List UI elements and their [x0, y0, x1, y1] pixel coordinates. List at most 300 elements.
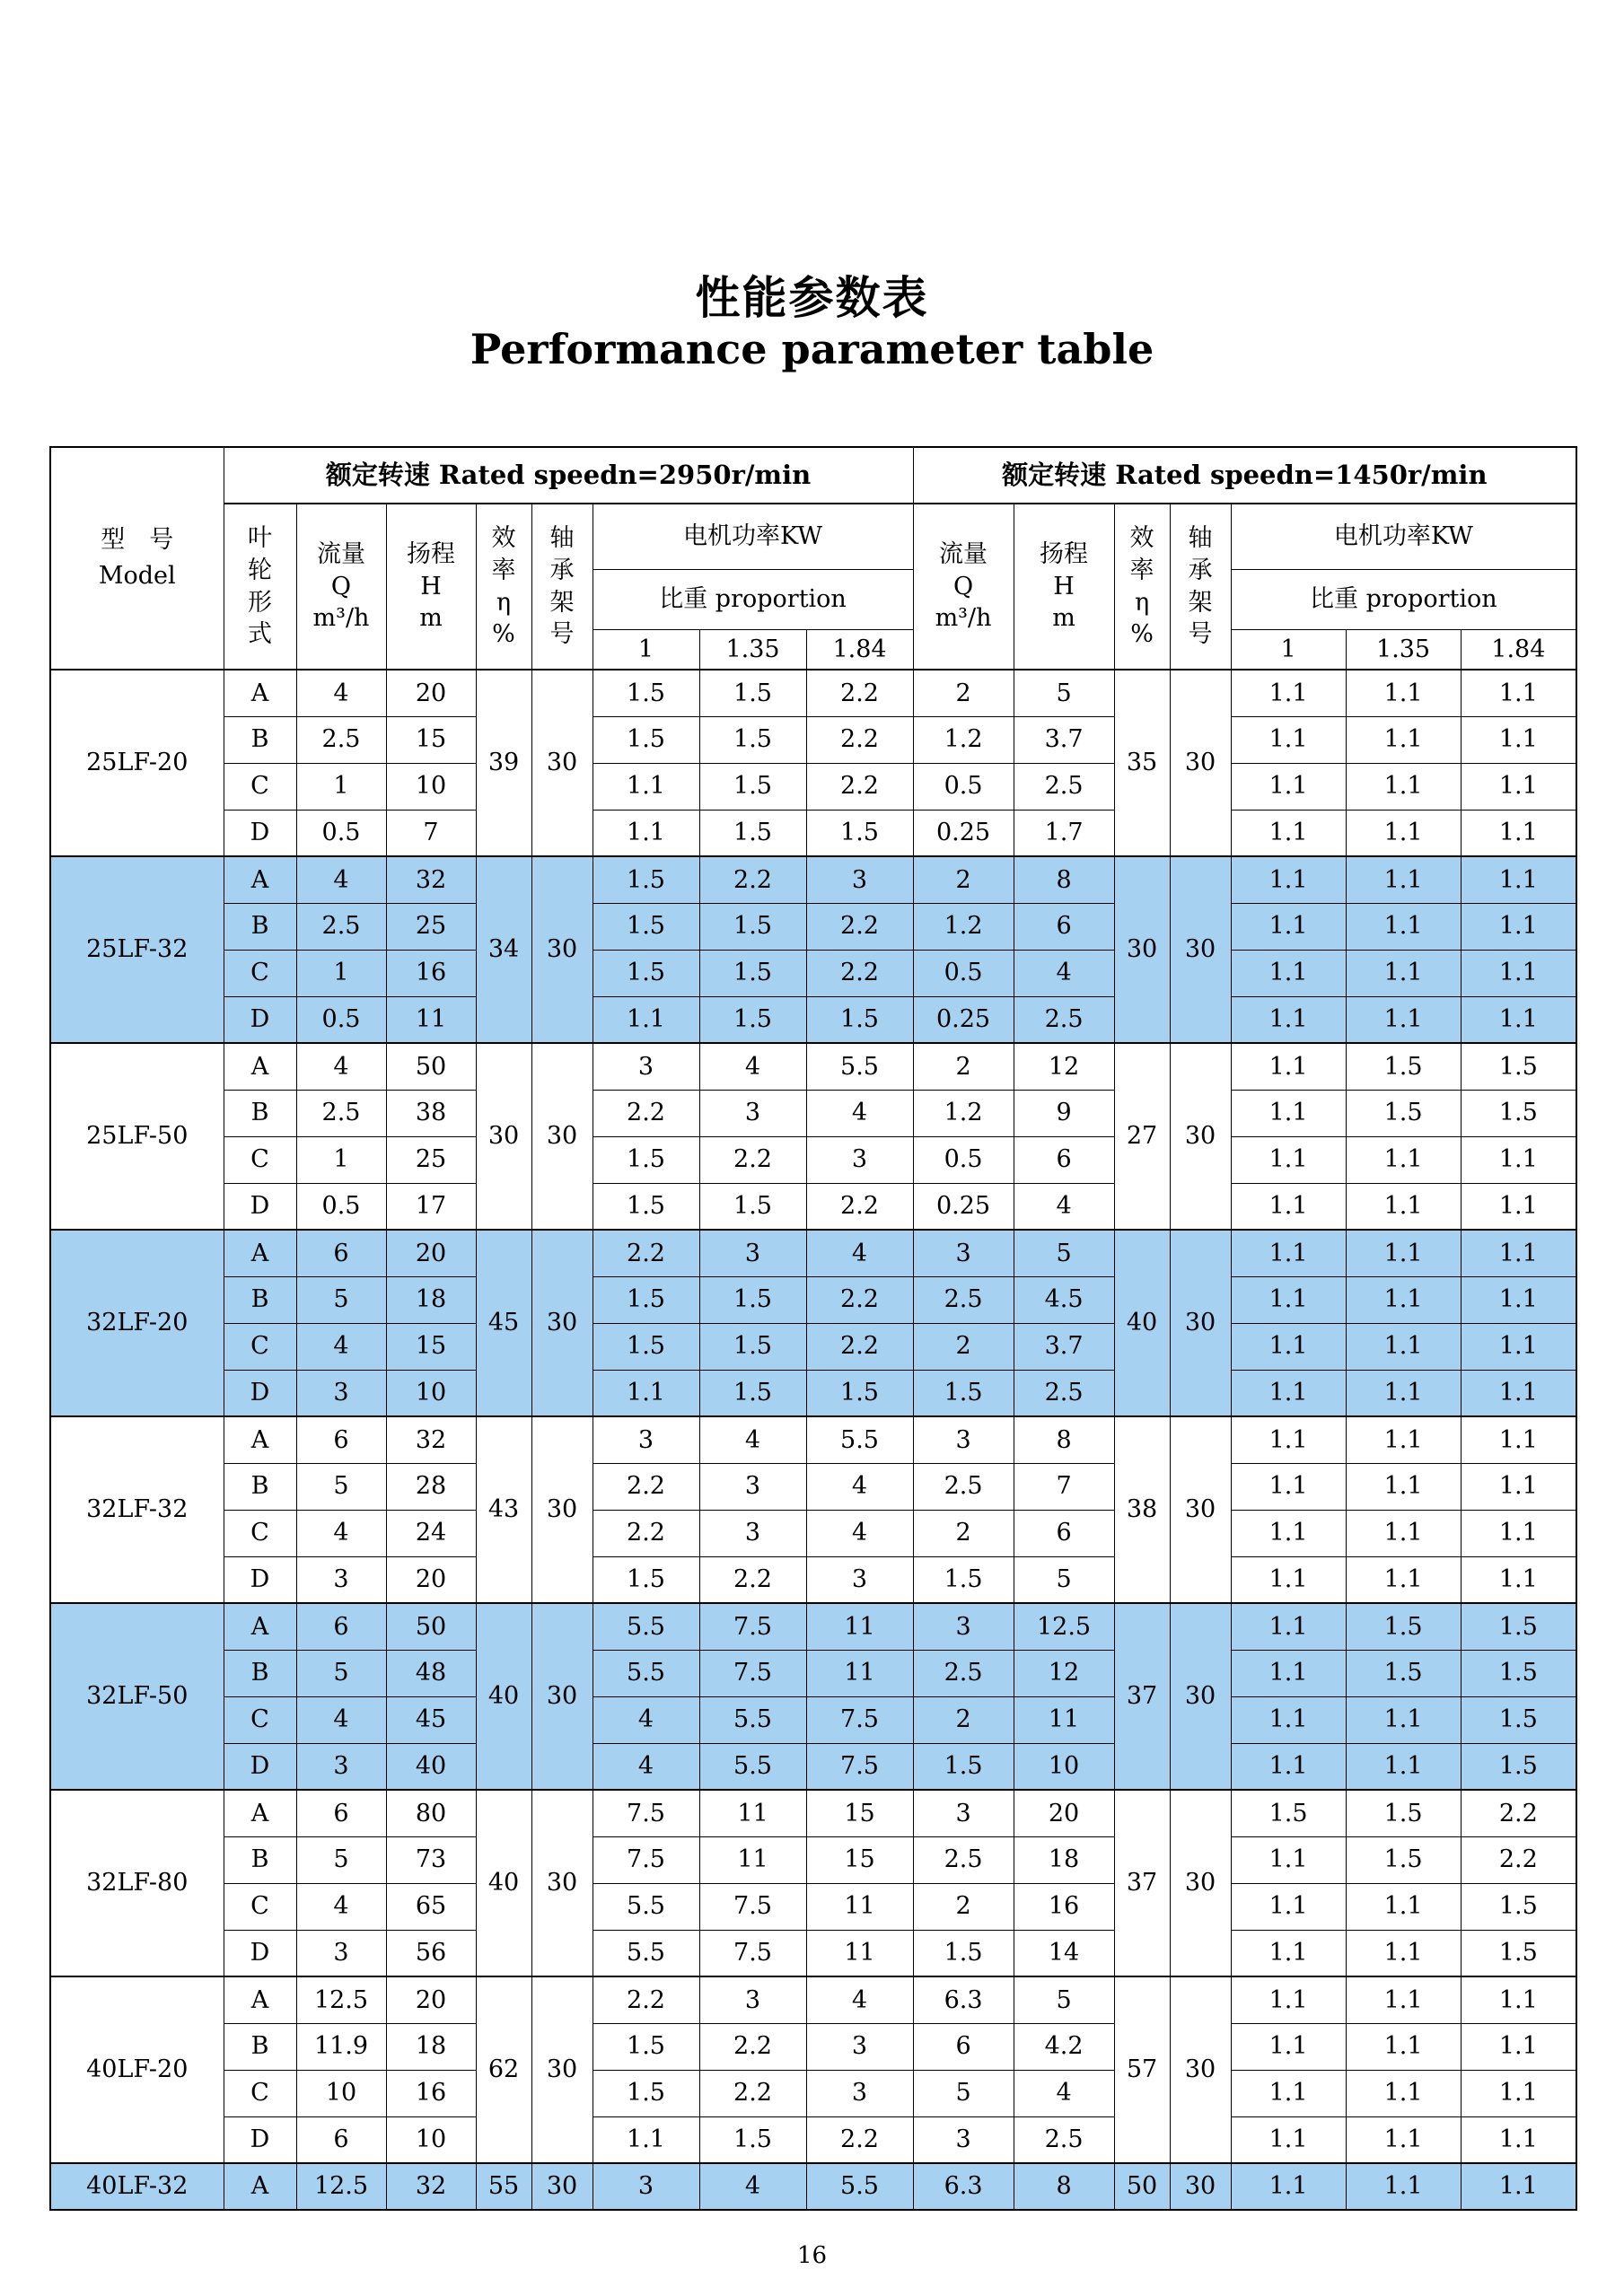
head-1450-cell: 4.5	[1014, 1276, 1114, 1323]
power-2950-cell-184: 2.2	[806, 763, 913, 810]
power-2950-cell-184: 2.2	[806, 1323, 913, 1370]
table-row	[50, 2163, 1576, 2210]
power-2950-cell-184: 11	[806, 1883, 913, 1930]
power-2950-cell-184: 5.5	[806, 2163, 913, 2210]
efficiency-2950-cell: 34	[476, 856, 531, 1043]
table-row	[50, 1136, 1576, 1183]
power-2950-cell-135: 11	[699, 1836, 806, 1883]
head-2950-cell: 20	[386, 1556, 476, 1603]
flow-2950-cell: 6	[296, 2116, 386, 2163]
power-2950-cell-184: 7.5	[806, 1743, 913, 1790]
power-2950-cell-184: 5.5	[806, 1416, 913, 1463]
flow-1450-cell: 2	[913, 1323, 1014, 1370]
header-motor-power-1450: 电机功率KW	[1231, 504, 1576, 569]
flow-1450-cell: 0.25	[913, 1183, 1014, 1230]
head-2950-cell: 80	[386, 1790, 476, 1836]
head-1450-cell: 20	[1014, 1790, 1114, 1836]
power-2950-cell-135: 4	[699, 1043, 806, 1090]
head-2950-cell: 50	[386, 1043, 476, 1090]
power-1450-cell-1: 1.1	[1231, 1556, 1346, 1603]
power-2950-cell-135: 5.5	[699, 1696, 806, 1743]
power-2950-cell-135: 7.5	[699, 1883, 806, 1930]
power-2950-cell-184: 3	[806, 856, 913, 903]
head-1450-cell: 14	[1014, 1930, 1114, 1976]
power-2950-cell-184: 2.2	[806, 1183, 913, 1230]
head-1450-cell: 12.5	[1014, 1603, 1114, 1650]
power-2950-cell-1: 5.5	[593, 1930, 699, 1976]
power-1450-cell-184: 1.1	[1461, 670, 1576, 716]
power-1450-cell-184: 1.1	[1461, 810, 1576, 856]
power-1450-cell-1: 1.1	[1231, 716, 1346, 763]
power-2950-cell-135: 1.5	[699, 763, 806, 810]
head-1450-cell: 6	[1014, 903, 1114, 950]
head-2950-cell: 10	[386, 1370, 476, 1416]
power-2950-cell-135: 1.5	[699, 716, 806, 763]
flow-1450-cell: 1.2	[913, 1090, 1014, 1136]
power-1450-cell-135: 1.1	[1346, 1696, 1461, 1743]
flow-2950-cell: 6	[296, 1790, 386, 1836]
power-1450-cell-184: 1.1	[1461, 950, 1576, 996]
model-cell: 32LF-50	[50, 1603, 224, 1790]
power-1450-cell-135: 1.1	[1346, 1976, 1461, 2023]
power-2950-cell-1: 1.1	[593, 810, 699, 856]
power-2950-cell-1: 2.2	[593, 1510, 699, 1556]
power-1450-cell-184: 1.5	[1461, 1930, 1576, 1976]
power-1450-cell-184: 1.1	[1461, 2116, 1576, 2163]
table-subheader-row-1	[50, 504, 1576, 569]
flow-2950-cell: 3	[296, 1556, 386, 1603]
power-2950-cell-1: 1.5	[593, 1323, 699, 1370]
power-2950-cell-1: 7.5	[593, 1790, 699, 1836]
impeller-cell: A	[224, 1230, 296, 1276]
bearing-1450-cell: 30	[1170, 670, 1231, 856]
efficiency-1450-cell: 27	[1114, 1043, 1170, 1230]
power-1450-cell-135: 1.1	[1346, 763, 1461, 810]
head-1450-cell: 5	[1014, 1230, 1114, 1276]
head-2950-cell: 20	[386, 670, 476, 716]
head-2950-cell: 45	[386, 1696, 476, 1743]
flow-2950-cell: 4	[296, 1323, 386, 1370]
impeller-cell: B	[224, 1463, 296, 1510]
power-1450-cell-135: 1.1	[1346, 2070, 1461, 2116]
head-1450-cell: 8	[1014, 1416, 1114, 1463]
header-flow-1450: 流量 Q m³/h	[913, 504, 1014, 670]
flow-1450-cell: 3	[913, 2116, 1014, 2163]
power-2950-cell-1: 1.5	[593, 1556, 699, 1603]
power-2950-cell-1: 1.5	[593, 2070, 699, 2116]
flow-2950-cell: 4	[296, 1510, 386, 1556]
performance-parameter-table	[49, 446, 1577, 2211]
power-2950-cell-1: 1.5	[593, 716, 699, 763]
power-1450-cell-184: 1.1	[1461, 2163, 1576, 2210]
power-2950-cell-184: 4	[806, 1463, 913, 1510]
head-2950-cell: 20	[386, 1230, 476, 1276]
head-1450-cell: 3.7	[1014, 1323, 1114, 1370]
head-1450-cell: 8	[1014, 856, 1114, 903]
flow-1450-cell: 0.5	[913, 1136, 1014, 1183]
power-2950-cell-135: 7.5	[699, 1650, 806, 1696]
header-proportion-184-2950: 1.84	[806, 629, 913, 670]
power-1450-cell-1: 1.1	[1231, 1883, 1346, 1930]
power-2950-cell-1: 1.1	[593, 2116, 699, 2163]
flow-2950-cell: 10	[296, 2070, 386, 2116]
bearing-1450-cell: 30	[1170, 1043, 1231, 1230]
head-1450-cell: 11	[1014, 1696, 1114, 1743]
head-2950-cell: 25	[386, 903, 476, 950]
power-1450-cell-1: 1.1	[1231, 1276, 1346, 1323]
power-1450-cell-184: 1.1	[1461, 1463, 1576, 1510]
head-1450-cell: 5	[1014, 1556, 1114, 1603]
power-1450-cell-1: 1.1	[1231, 1650, 1346, 1696]
power-1450-cell-184: 1.5	[1461, 1696, 1576, 1743]
power-1450-cell-1: 1.1	[1231, 1370, 1346, 1416]
power-2950-cell-135: 1.5	[699, 670, 806, 716]
impeller-cell: B	[224, 1650, 296, 1696]
header-group-1450: 额定转速 Rated speedn=1450r/min	[913, 447, 1576, 504]
table-banner-row	[50, 447, 1576, 504]
head-1450-cell: 5	[1014, 1976, 1114, 2023]
power-2950-cell-184: 1.5	[806, 996, 913, 1043]
table-row	[50, 1650, 1576, 1696]
flow-2950-cell: 3	[296, 1370, 386, 1416]
flow-1450-cell: 1.5	[913, 1556, 1014, 1603]
power-1450-cell-184: 2.2	[1461, 1790, 1576, 1836]
power-1450-cell-1: 1.1	[1231, 670, 1346, 716]
power-2950-cell-184: 7.5	[806, 1696, 913, 1743]
power-1450-cell-1: 1.1	[1231, 1463, 1346, 1510]
flow-2950-cell: 0.5	[296, 810, 386, 856]
flow-1450-cell: 0.25	[913, 810, 1014, 856]
power-1450-cell-1: 1.1	[1231, 1510, 1346, 1556]
header-bearing-frame-1450: 轴 承 架 号	[1170, 504, 1231, 670]
head-1450-cell: 4	[1014, 950, 1114, 996]
efficiency-2950-cell: 62	[476, 1976, 531, 2163]
model-cell: 25LF-32	[50, 856, 224, 1043]
header-head-2950: 扬程 H m	[386, 504, 476, 670]
header-proportion-1450: 比重 proportion	[1231, 569, 1576, 629]
efficiency-2950-cell: 55	[476, 2163, 531, 2210]
power-1450-cell-135: 1.1	[1346, 950, 1461, 996]
power-1450-cell-184: 1.5	[1461, 1090, 1576, 1136]
power-1450-cell-184: 1.1	[1461, 1976, 1576, 2023]
power-1450-cell-184: 1.5	[1461, 1650, 1576, 1696]
header-model	[50, 447, 224, 670]
flow-2950-cell: 1	[296, 763, 386, 810]
header-model-en: Model	[98, 562, 176, 590]
flow-1450-cell: 2.5	[913, 1463, 1014, 1510]
flow-1450-cell: 1.5	[913, 1930, 1014, 1976]
flow-2950-cell: 0.5	[296, 1183, 386, 1230]
impeller-cell: B	[224, 716, 296, 763]
efficiency-1450-cell: 30	[1114, 856, 1170, 1043]
power-1450-cell-1: 1.1	[1231, 1836, 1346, 1883]
flow-2950-cell: 1	[296, 950, 386, 996]
bearing-2950-cell: 30	[531, 856, 593, 1043]
flow-2950-cell: 2.5	[296, 903, 386, 950]
power-2950-cell-135: 1.5	[699, 1370, 806, 1416]
head-2950-cell: 7	[386, 810, 476, 856]
power-2950-cell-184: 15	[806, 1836, 913, 1883]
page-title-en: Performance parameter table	[470, 325, 1154, 373]
header-group-2950: 额定转速 Rated speedn=2950r/min	[224, 447, 913, 504]
power-1450-cell-1: 1.1	[1231, 2023, 1346, 2070]
power-2950-cell-184: 2.2	[806, 716, 913, 763]
header-motor-power-2950: 电机功率KW	[593, 504, 913, 569]
power-2950-cell-1: 1.5	[593, 1276, 699, 1323]
power-1450-cell-1: 1.1	[1231, 1323, 1346, 1370]
power-1450-cell-1: 1.1	[1231, 1090, 1346, 1136]
power-1450-cell-184: 1.1	[1461, 1370, 1576, 1416]
table-row	[50, 1790, 1576, 1836]
power-1450-cell-135: 1.1	[1346, 670, 1461, 716]
bearing-1450-cell: 30	[1170, 1790, 1231, 1976]
power-2950-cell-135: 3	[699, 1976, 806, 2023]
power-1450-cell-135: 1.1	[1346, 2023, 1461, 2070]
efficiency-1450-cell: 35	[1114, 670, 1170, 856]
impeller-cell: C	[224, 2070, 296, 2116]
head-2950-cell: 32	[386, 1416, 476, 1463]
header-proportion-1-2950: 1	[593, 629, 699, 670]
table-row	[50, 2023, 1576, 2070]
power-1450-cell-135: 1.1	[1346, 1883, 1461, 1930]
head-2950-cell: 50	[386, 1603, 476, 1650]
flow-2950-cell: 5	[296, 1276, 386, 1323]
head-2950-cell: 15	[386, 716, 476, 763]
power-2950-cell-184: 2.2	[806, 670, 913, 716]
bearing-2950-cell: 30	[531, 1043, 593, 1230]
power-2950-cell-1: 4	[593, 1696, 699, 1743]
table-row	[50, 1230, 1576, 1276]
flow-1450-cell: 2	[913, 1696, 1014, 1743]
table-row	[50, 950, 1576, 996]
power-1450-cell-1: 1.1	[1231, 1416, 1346, 1463]
flow-1450-cell: 3	[913, 1230, 1014, 1276]
bearing-2950-cell: 30	[531, 2163, 593, 2210]
power-2950-cell-184: 15	[806, 1790, 913, 1836]
head-1450-cell: 9	[1014, 1090, 1114, 1136]
power-2950-cell-135: 7.5	[699, 1930, 806, 1976]
efficiency-1450-cell: 50	[1114, 2163, 1170, 2210]
impeller-cell: B	[224, 2023, 296, 2070]
head-1450-cell: 2.5	[1014, 763, 1114, 810]
power-2950-cell-135: 1.5	[699, 1323, 806, 1370]
flow-1450-cell: 6.3	[913, 1976, 1014, 2023]
head-2950-cell: 11	[386, 996, 476, 1043]
head-1450-cell: 18	[1014, 1836, 1114, 1883]
power-2950-cell-184: 5.5	[806, 1043, 913, 1090]
power-2950-cell-1: 2.2	[593, 1976, 699, 2023]
head-2950-cell: 38	[386, 1090, 476, 1136]
head-2950-cell: 48	[386, 1650, 476, 1696]
table-row	[50, 1183, 1576, 1230]
power-1450-cell-184: 1.1	[1461, 1323, 1576, 1370]
table-row	[50, 716, 1576, 763]
page-title-cn: 性能参数表	[695, 271, 929, 324]
power-1450-cell-184: 1.5	[1461, 1043, 1576, 1090]
bearing-1450-cell: 30	[1170, 2163, 1231, 2210]
flow-2950-cell: 4	[296, 1696, 386, 1743]
power-1450-cell-1: 1.1	[1231, 2163, 1346, 2210]
flow-1450-cell: 5	[913, 2070, 1014, 2116]
flow-2950-cell: 1	[296, 1136, 386, 1183]
power-2950-cell-1: 2.2	[593, 1463, 699, 1510]
flow-1450-cell: 0.5	[913, 950, 1014, 996]
power-1450-cell-184: 1.1	[1461, 1136, 1576, 1183]
head-2950-cell: 65	[386, 1883, 476, 1930]
table-row	[50, 1883, 1576, 1930]
power-1450-cell-184: 1.1	[1461, 903, 1576, 950]
flow-1450-cell: 2	[913, 856, 1014, 903]
power-1450-cell-135: 1.1	[1346, 1556, 1461, 1603]
efficiency-2950-cell: 30	[476, 1043, 531, 1230]
header-proportion-135-1450: 1.35	[1346, 629, 1461, 670]
power-2950-cell-1: 5.5	[593, 1650, 699, 1696]
power-2950-cell-184: 11	[806, 1603, 913, 1650]
flow-1450-cell: 2.5	[913, 1836, 1014, 1883]
power-1450-cell-184: 1.1	[1461, 856, 1576, 903]
power-2950-cell-135: 4	[699, 2163, 806, 2210]
impeller-cell: C	[224, 950, 296, 996]
flow-1450-cell: 3	[913, 1416, 1014, 1463]
power-2950-cell-135: 1.5	[699, 810, 806, 856]
efficiency-2950-cell: 39	[476, 670, 531, 856]
power-1450-cell-184: 1.1	[1461, 763, 1576, 810]
table-row	[50, 1276, 1576, 1323]
impeller-cell: A	[224, 1790, 296, 1836]
power-1450-cell-1: 1.1	[1231, 996, 1346, 1043]
power-2950-cell-184: 1.5	[806, 810, 913, 856]
head-2950-cell: 32	[386, 856, 476, 903]
power-1450-cell-135: 1.5	[1346, 1603, 1461, 1650]
power-2950-cell-1: 4	[593, 1743, 699, 1790]
power-2950-cell-1: 1.5	[593, 670, 699, 716]
power-1450-cell-1: 1.1	[1231, 1976, 1346, 2023]
power-1450-cell-1: 1.1	[1231, 950, 1346, 996]
head-2950-cell: 10	[386, 2116, 476, 2163]
impeller-cell: C	[224, 1323, 296, 1370]
head-2950-cell: 73	[386, 1836, 476, 1883]
flow-2950-cell: 5	[296, 1463, 386, 1510]
table-row	[50, 1603, 1576, 1650]
head-2950-cell: 10	[386, 763, 476, 810]
flow-1450-cell: 2	[913, 1883, 1014, 1930]
power-1450-cell-135: 1.1	[1346, 1416, 1461, 1463]
impeller-cell: C	[224, 1696, 296, 1743]
flow-1450-cell: 2	[913, 670, 1014, 716]
flow-2950-cell: 12.5	[296, 1976, 386, 2023]
flow-2950-cell: 4	[296, 670, 386, 716]
header-bearing-frame-2950: 轴 承 架 号	[531, 504, 593, 670]
flow-2950-cell: 6	[296, 1416, 386, 1463]
power-2950-cell-184: 4	[806, 1090, 913, 1136]
flow-1450-cell: 3	[913, 1790, 1014, 1836]
head-2950-cell: 20	[386, 1976, 476, 2023]
impeller-cell: A	[224, 1603, 296, 1650]
bearing-1450-cell: 30	[1170, 1230, 1231, 1416]
power-1450-cell-1: 1.1	[1231, 1136, 1346, 1183]
power-2950-cell-135: 2.2	[699, 1556, 806, 1603]
power-2950-cell-1: 1.5	[593, 1136, 699, 1183]
flow-2950-cell: 4	[296, 1043, 386, 1090]
head-1450-cell: 3.7	[1014, 716, 1114, 763]
flow-1450-cell: 6.3	[913, 2163, 1014, 2210]
impeller-cell: B	[224, 903, 296, 950]
head-1450-cell: 4	[1014, 2070, 1114, 2116]
efficiency-1450-cell: 40	[1114, 1230, 1170, 1416]
power-2950-cell-135: 11	[699, 1790, 806, 1836]
power-2950-cell-184: 3	[806, 2023, 913, 2070]
flow-2950-cell: 6	[296, 1230, 386, 1276]
power-1450-cell-184: 1.1	[1461, 1556, 1576, 1603]
power-1450-cell-135: 1.1	[1346, 1323, 1461, 1370]
impeller-cell: C	[224, 1510, 296, 1556]
header-model-cn: 型 号	[101, 525, 174, 554]
power-1450-cell-135: 1.5	[1346, 1650, 1461, 1696]
impeller-cell: B	[224, 1836, 296, 1883]
power-1450-cell-135: 1.1	[1346, 903, 1461, 950]
head-1450-cell: 6	[1014, 1510, 1114, 1556]
efficiency-2950-cell: 40	[476, 1603, 531, 1790]
power-2950-cell-1: 1.5	[593, 950, 699, 996]
efficiency-1450-cell: 37	[1114, 1603, 1170, 1790]
power-2950-cell-1: 1.5	[593, 903, 699, 950]
head-2950-cell: 16	[386, 950, 476, 996]
power-1450-cell-184: 1.1	[1461, 1510, 1576, 1556]
table-row	[50, 2116, 1576, 2163]
power-2950-cell-184: 4	[806, 1510, 913, 1556]
power-1450-cell-184: 1.1	[1461, 2023, 1576, 2070]
power-1450-cell-135: 1.1	[1346, 1743, 1461, 1790]
power-2950-cell-1: 2.2	[593, 1090, 699, 1136]
power-2950-cell-135: 3	[699, 1090, 806, 1136]
power-2950-cell-135: 1.5	[699, 996, 806, 1043]
flow-1450-cell: 1.5	[913, 1370, 1014, 1416]
power-1450-cell-184: 1.1	[1461, 1230, 1576, 1276]
flow-2950-cell: 4	[296, 856, 386, 903]
model-cell: 32LF-32	[50, 1416, 224, 1603]
power-1450-cell-184: 1.1	[1461, 716, 1576, 763]
flow-2950-cell: 3	[296, 1743, 386, 1790]
head-1450-cell: 4.2	[1014, 2023, 1114, 2070]
power-2950-cell-135: 7.5	[699, 1603, 806, 1650]
head-1450-cell: 4	[1014, 1183, 1114, 1230]
power-2950-cell-184: 3	[806, 1556, 913, 1603]
model-cell: 32LF-20	[50, 1230, 224, 1416]
power-1450-cell-184: 1.1	[1461, 996, 1576, 1043]
power-1450-cell-135: 1.1	[1346, 1276, 1461, 1323]
flow-1450-cell: 1.2	[913, 716, 1014, 763]
power-2950-cell-135: 2.2	[699, 1136, 806, 1183]
flow-2950-cell: 11.9	[296, 2023, 386, 2070]
power-2950-cell-1: 2.2	[593, 1230, 699, 1276]
power-2950-cell-135: 2.2	[699, 856, 806, 903]
power-1450-cell-135: 1.1	[1346, 1136, 1461, 1183]
table-row	[50, 1510, 1576, 1556]
flow-1450-cell: 2	[913, 1510, 1014, 1556]
head-1450-cell: 2.5	[1014, 996, 1114, 1043]
impeller-cell: A	[224, 856, 296, 903]
head-1450-cell: 10	[1014, 1743, 1114, 1790]
header-proportion-2950: 比重 proportion	[593, 569, 913, 629]
power-2950-cell-135: 1.5	[699, 1276, 806, 1323]
bearing-2950-cell: 30	[531, 1230, 593, 1416]
power-2950-cell-1: 1.1	[593, 1370, 699, 1416]
impeller-cell: A	[224, 670, 296, 716]
impeller-cell: D	[224, 996, 296, 1043]
power-1450-cell-135: 1.1	[1346, 2116, 1461, 2163]
flow-2950-cell: 0.5	[296, 996, 386, 1043]
table-row	[50, 1043, 1576, 1090]
